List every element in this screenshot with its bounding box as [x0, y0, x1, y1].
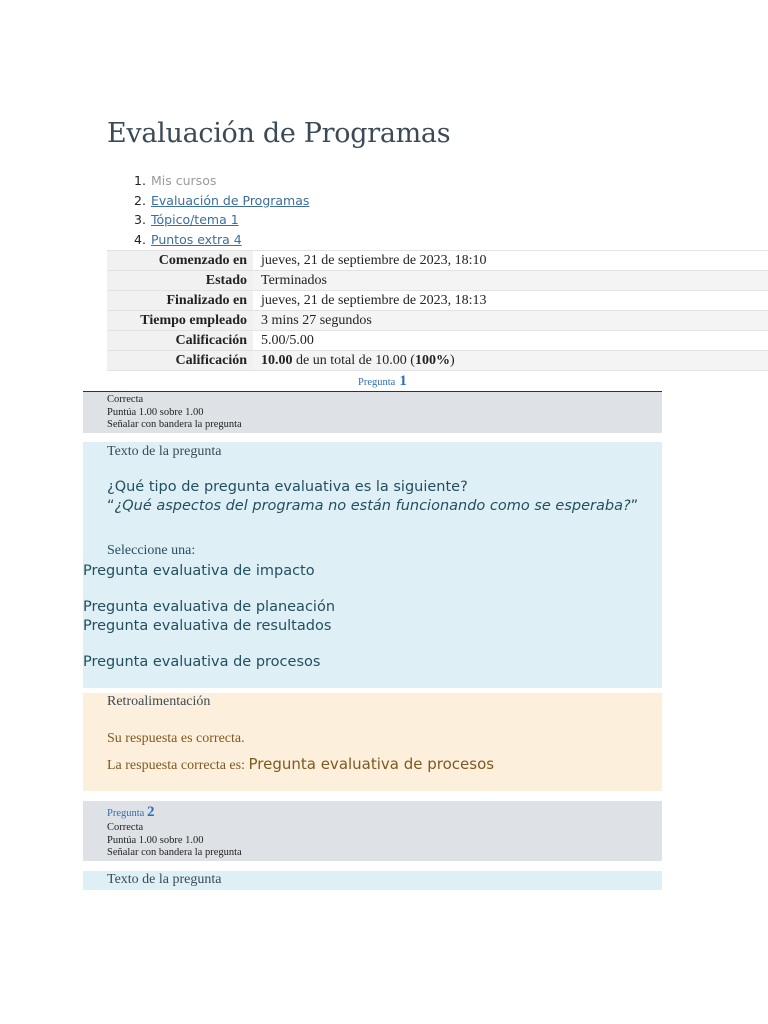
- grade-percent: 100%: [414, 352, 450, 368]
- breadcrumb-item: [134, 191, 309, 211]
- question-number: 1: [399, 373, 407, 389]
- summary-row: [107, 351, 768, 371]
- question-state: Correcta: [107, 822, 144, 833]
- breadcrumb-number: 1.: [134, 173, 146, 188]
- question-word: Pregunta: [107, 808, 145, 819]
- breadcrumb-item: [134, 171, 309, 191]
- answer-option[interactable]: Pregunta evaluativa de planeación: [83, 599, 336, 615]
- summary-label: Calificación: [107, 331, 253, 351]
- question-1-info: [83, 391, 662, 433]
- page-title: Evaluación de Programas: [107, 118, 451, 149]
- summary-value: 5.00/5.00: [253, 331, 768, 351]
- feedback-result: Su respuesta es correcta.: [107, 731, 245, 746]
- summary-grade-value: [253, 351, 768, 371]
- correct-answer-text: Pregunta evaluativa de procesos: [248, 755, 495, 773]
- summary-label: Estado: [107, 271, 253, 291]
- answer-option[interactable]: Pregunta evaluativa de impacto: [83, 563, 315, 579]
- breadcrumb: [134, 171, 309, 249]
- quote-open: “: [107, 498, 115, 514]
- summary-row: [107, 251, 768, 271]
- question-2-info: [83, 801, 662, 861]
- select-one-label: Seleccione una:: [107, 543, 196, 558]
- feedback-correct-answer: [107, 755, 494, 774]
- feedback-title: Retroalimentación: [107, 694, 211, 709]
- summary-row: [107, 331, 768, 351]
- breadcrumb-link-course[interactable]: Evaluación de Programas: [151, 192, 310, 208]
- breadcrumb-number: 3.: [134, 212, 146, 227]
- flag-question-link[interactable]: Señalar con bandera la pregunta: [107, 419, 242, 430]
- summary-row: [107, 291, 768, 311]
- question-text-label: Texto de la pregunta: [107, 872, 222, 887]
- question-word: Pregunta: [358, 377, 396, 388]
- breadcrumb-link-mis-cursos[interactable]: Mis cursos: [151, 173, 217, 188]
- summary-value: jueves, 21 de septiembre de 2023, 18:13: [253, 291, 768, 311]
- breadcrumb-number: 4.: [134, 231, 146, 247]
- question-quote-text: ¿Qué aspectos del programa no están funcionando como se esperaba?: [114, 498, 631, 514]
- breadcrumb-link-topic[interactable]: Tópico/tema 1: [151, 212, 239, 227]
- question-grade: Puntúa 1.00 sobre 1.00: [107, 834, 204, 846]
- question-2-heading: [107, 804, 242, 822]
- flag-question-link[interactable]: Señalar con bandera la pregunta: [107, 847, 242, 858]
- breadcrumb-item: [134, 210, 309, 230]
- correct-answer-prefix: La respuesta correcta es:: [107, 758, 249, 773]
- grade-total: de un total de 10.00 (: [292, 352, 415, 368]
- breadcrumb-number: 2.: [134, 192, 146, 208]
- breadcrumb-link-quiz[interactable]: Puntos extra 4: [151, 231, 242, 247]
- quote-close: ”: [630, 498, 639, 514]
- summary-label: Tiempo empleado: [107, 311, 253, 331]
- grade-score: 10.00: [261, 352, 293, 368]
- question-stem: [107, 478, 638, 516]
- attempt-summary-table: [107, 250, 768, 371]
- question-1-feedback: [83, 693, 662, 791]
- question-stem-quote: [107, 497, 638, 516]
- question-1-content: [83, 442, 662, 688]
- summary-row: [107, 271, 768, 291]
- question-grade: Puntúa 1.00 sobre 1.00: [107, 406, 204, 418]
- question-state: Correcta: [107, 394, 144, 405]
- grade-close: ): [449, 352, 455, 368]
- question-number: 2: [146, 804, 155, 820]
- summary-row: [107, 311, 768, 331]
- question-text-label: Texto de la pregunta: [107, 444, 222, 459]
- question-stem-line: ¿Qué tipo de pregunta evaluativa es la siguiente?: [107, 479, 468, 495]
- summary-label: Calificación: [107, 351, 253, 371]
- summary-label: Comenzado en: [107, 251, 253, 271]
- answer-option-correct[interactable]: Pregunta evaluativa de procesos: [83, 654, 321, 670]
- summary-value: 3 mins 27 segundos: [253, 311, 768, 331]
- summary-value: jueves, 21 de septiembre de 2023, 18:10: [253, 251, 768, 271]
- answer-option[interactable]: Pregunta evaluativa de resultados: [83, 618, 332, 634]
- question-1-heading: [358, 372, 407, 390]
- breadcrumb-item: [134, 230, 309, 250]
- question-2-content: [83, 871, 662, 890]
- summary-label: Finalizado en: [107, 291, 253, 311]
- summary-value: Terminados: [253, 271, 768, 291]
